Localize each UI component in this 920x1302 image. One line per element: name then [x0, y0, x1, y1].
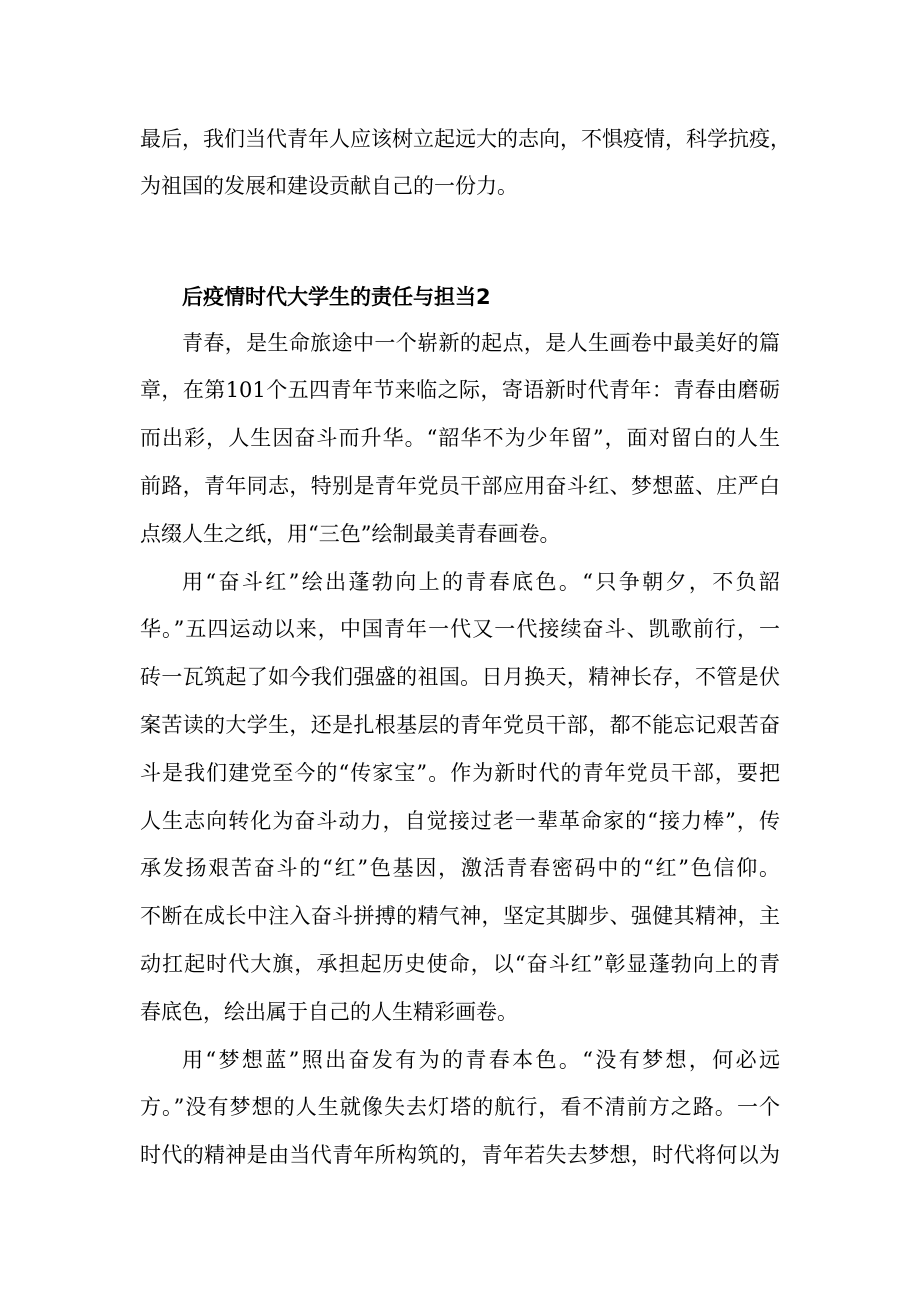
- text-line: 前路，青年同志，特别是青年党员干部应用奋斗红、梦想蓝、庄严白: [140, 474, 780, 498]
- text-line: 而出彩，人生因奋斗而升华。“韶华不为少年留”，面对留白的人生: [140, 426, 780, 450]
- text-line: 为祖国的发展和建设贡献自己的一份力。: [140, 174, 518, 198]
- text-line: 点缀人生之纸，用“三色”绘制最美青春画卷。: [140, 522, 561, 546]
- text-line: 用“奋斗红”绘出蓬勃向上的青春底色。“只争朝夕，不负韶: [182, 570, 780, 594]
- text-line: 春底色，绘出属于自己的人生精彩画卷。: [140, 1000, 518, 1024]
- text-line: 章，在第101个五四青年节来临之际，寄语新时代青年：青春由磨砺: [140, 378, 780, 402]
- text-line: 不断在成长中注入奋斗拼搏的精气神，坚定其脚步、强健其精神，主: [140, 904, 780, 928]
- text-line: 斗是我们建党至今的“传家宝”。作为新时代的青年党员干部，要把: [140, 761, 780, 785]
- text-line: 方。”没有梦想的人生就像失去灯塔的航行，看不清前方之路。一个: [140, 1095, 780, 1119]
- text-line: 砖一瓦筑起了如今我们强盛的祖国。日月换天，精神长存，不管是伏: [140, 665, 780, 689]
- text-line: 人生志向转化为奋斗动力，自觉接过老一辈革命家的“接力棒”，传: [140, 809, 780, 833]
- text-line: 最后，我们当代青年人应该树立起远大的志向，不惧疫情，科学抗疫，: [140, 127, 791, 151]
- text-line: 时代的精神是由当代青年所构筑的，青年若失去梦想，时代将何以为: [140, 1143, 780, 1167]
- text-line: 动扛起时代大旗，承担起历史使命，以“奋斗红”彰显蓬勃向上的青: [140, 952, 780, 976]
- text-line: 华。”五四运动以来，中国青年一代又一代接续奋斗、凯歌前行，一: [140, 617, 780, 641]
- text-line: 承发扬艰苦奋斗的“红”色基因，激活青春密码中的“红”色信仰。: [140, 856, 780, 880]
- text-line: 案苦读的大学生，还是扎根基层的青年党员干部，都不能忘记艰苦奋: [140, 713, 780, 737]
- text-line: 用“梦想蓝”照出奋发有为的青春本色。“没有梦想，何必远: [182, 1048, 780, 1072]
- section-heading: 后疫情时代大学生的责任与担当2: [182, 285, 491, 309]
- text-line: 青春，是生命旅途中一个崭新的起点，是人生画卷中最美好的篇: [182, 331, 780, 355]
